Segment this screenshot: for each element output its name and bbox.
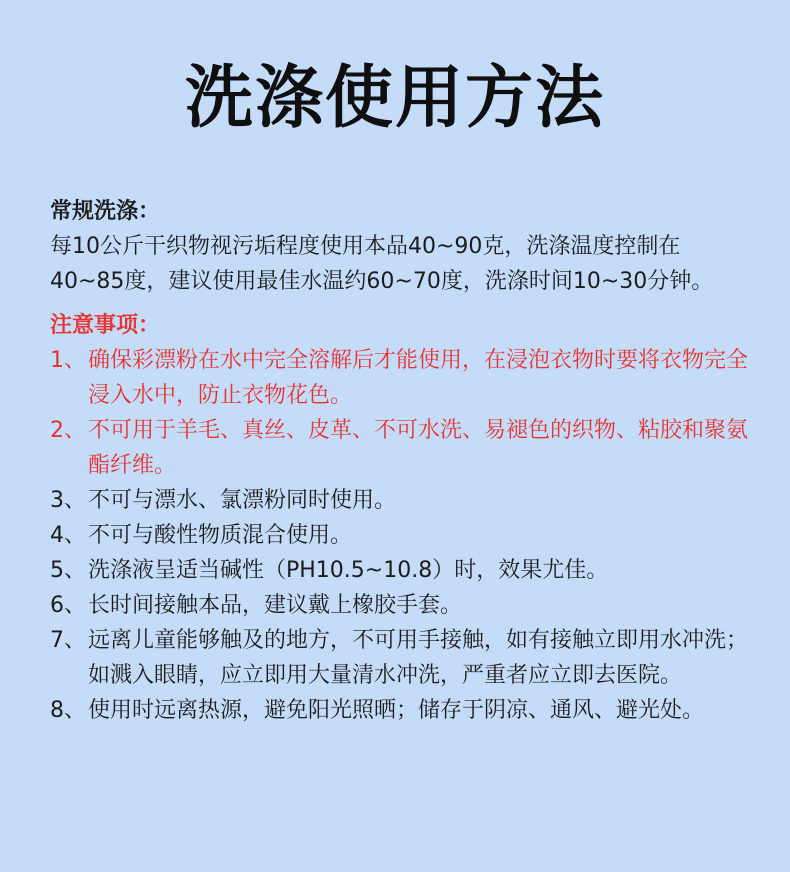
notice-item-number: 8、	[50, 698, 86, 723]
normal-wash-heading: 常规洗涤：	[50, 199, 161, 224]
notice-item-7	[50, 623, 750, 693]
notice-item-text: 长时间接触本品，建议戴上橡胶手套。	[88, 593, 463, 618]
notice-item-text: 使用时远离热源，避免阳光照晒；储存于阴凉、通风、避光处。	[88, 698, 705, 723]
notice-heading: 注意事项：	[50, 313, 161, 338]
instructions-body	[50, 194, 750, 728]
notice-item-2	[50, 413, 750, 483]
notice-item-text: 远离儿童能够触及的地方，不可用手接触，如有接触立即用水冲洗；如溅入眼睛，应立即用大量清水冲洗，严重者应立即去医院。	[88, 628, 749, 688]
notice-item-text: 不可与漂水、氯漂粉同时使用。	[88, 488, 397, 513]
notice-item-number: 3、	[50, 488, 86, 513]
notice-item-text: 不可用于羊毛、真丝、皮革、不可水洗、易褪色的织物、粘胶和聚氨酯纤维。	[88, 418, 749, 478]
notice-item-5	[50, 553, 750, 588]
notice-item-number: 7、	[50, 628, 86, 653]
notice-item-1	[50, 343, 750, 413]
notice-item-number: 1、	[50, 348, 86, 373]
notice-item-number: 5、	[50, 558, 86, 583]
notice-item-3	[50, 483, 750, 518]
notice-item-number: 2、	[50, 418, 86, 443]
notice-item-text: 洗涤液呈适当碱性（PH10.5~10.8）时，效果尤佳。	[88, 558, 609, 583]
notice-item-8	[50, 693, 750, 728]
notice-item-4	[50, 518, 750, 553]
notice-item-number: 4、	[50, 523, 86, 548]
notice-item-6	[50, 588, 750, 623]
notice-item-text: 不可与酸性物质混合使用。	[88, 523, 353, 548]
normal-wash-text: 每10公斤干织物视污垢程度使用本品40~90克，洗涤温度控制在40~85度，建议使用最佳水温约60~70度，洗涤时间10~30分钟。	[50, 234, 714, 294]
notice-item-number: 6、	[50, 593, 86, 618]
notice-item-text: 确保彩漂粉在水中完全溶解后才能使用，在浸泡衣物时要将衣物完全浸入水中，防止衣物花色。	[88, 348, 749, 408]
page-title: 洗涤使用方法	[184, 59, 605, 138]
